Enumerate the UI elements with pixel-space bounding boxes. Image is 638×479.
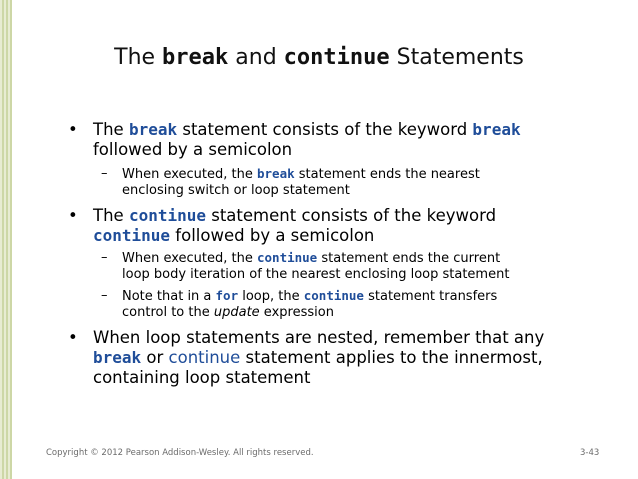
bullet-1-line-2: followed by a semicolon bbox=[93, 140, 293, 159]
text: statement transfers bbox=[363, 289, 498, 304]
sub-bullet-1-1-line-1 bbox=[122, 165, 592, 183]
keyword-continue: continue bbox=[93, 226, 171, 245]
text: When executed, the bbox=[122, 251, 257, 266]
text: statement consists of the keyword bbox=[177, 120, 473, 139]
sub-bullet-1-1-line-2: enclosing switch or loop statement bbox=[122, 183, 350, 198]
text: statement ends the current bbox=[317, 251, 501, 266]
text: statement applies to the innermost, bbox=[240, 348, 543, 367]
text: The bbox=[93, 206, 129, 225]
bullet-2-line-2 bbox=[93, 226, 613, 246]
keyword-continue: continue bbox=[128, 206, 206, 225]
page-number: 3-43 bbox=[580, 448, 600, 458]
sub-bullet-2-1-line-1 bbox=[122, 249, 592, 267]
keyword-break: break bbox=[93, 348, 142, 367]
bullet-marker: • bbox=[68, 206, 78, 225]
emphasis-update: update bbox=[213, 305, 260, 320]
keyword-continue: continue bbox=[303, 288, 364, 303]
bullet-3-line-3: containing loop statement bbox=[93, 368, 311, 387]
dash-marker: – bbox=[101, 166, 108, 181]
title-keyword-break: break bbox=[162, 45, 229, 70]
text: loop, the bbox=[238, 289, 304, 304]
bullet-1-line-1 bbox=[93, 120, 613, 140]
keyword-for: for bbox=[215, 288, 239, 303]
sub-bullet-2-2-line-2 bbox=[122, 304, 592, 321]
title-post: Statements bbox=[389, 45, 524, 70]
keyword-break: break bbox=[128, 120, 178, 139]
bullet-marker: • bbox=[68, 120, 78, 139]
keyword-continue: continue bbox=[257, 250, 318, 265]
text: When executed, the bbox=[122, 167, 257, 182]
text: The bbox=[93, 120, 129, 139]
sub-bullet-2-2-line-1 bbox=[122, 287, 592, 305]
text: followed by a semicolon bbox=[170, 226, 375, 245]
text: expression bbox=[259, 305, 334, 320]
keyword-break: break bbox=[472, 120, 521, 139]
keyword-break: break bbox=[257, 166, 295, 181]
text: statement ends the nearest bbox=[294, 167, 480, 182]
bullet-3-line-1: When loop statements are nested, remember that any bbox=[93, 328, 545, 347]
title-keyword-continue: continue bbox=[283, 45, 390, 70]
text: Note that in a bbox=[122, 289, 216, 304]
bullet-3-line-2 bbox=[93, 348, 613, 368]
keyword-continue-plain: continue bbox=[168, 348, 241, 367]
dash-marker: – bbox=[101, 288, 108, 303]
text: or bbox=[141, 348, 169, 367]
dash-marker: – bbox=[101, 250, 108, 265]
text: statement consists of the keyword bbox=[206, 206, 497, 225]
copyright-footer: Copyright © 2012 Pearson Addison-Wesley. All rights reserved. bbox=[46, 448, 314, 458]
title-pre: The bbox=[114, 45, 163, 70]
sub-bullet-2-1-line-2: loop body iteration of the nearest enclosing loop statement bbox=[122, 267, 510, 282]
bullet-2-line-1 bbox=[93, 206, 613, 226]
bullet-marker: • bbox=[68, 328, 78, 347]
title-mid: and bbox=[228, 45, 284, 70]
text: control to the bbox=[122, 305, 214, 320]
